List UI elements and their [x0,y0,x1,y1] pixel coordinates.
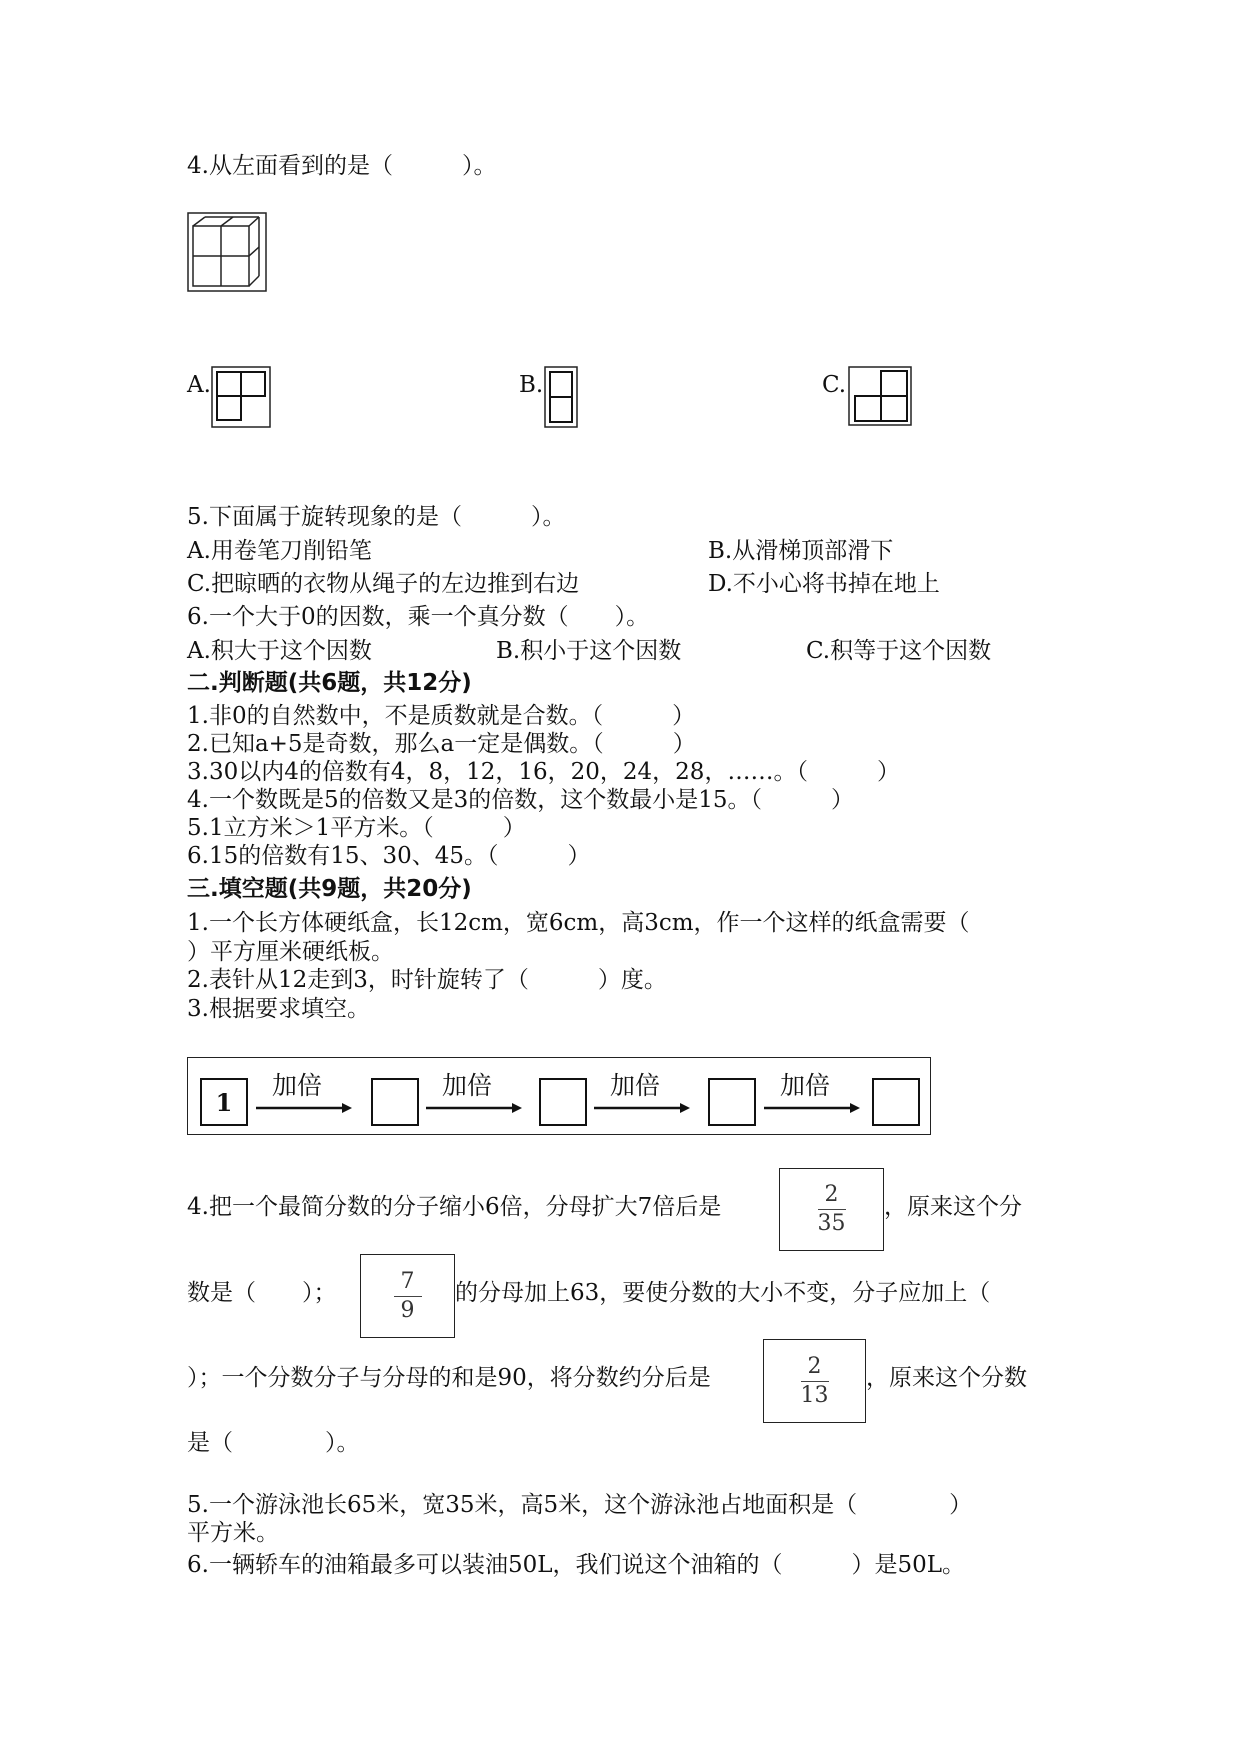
chain-step [426,1066,522,1116]
cube-figure [187,212,269,294]
doubling-chain [187,1057,931,1135]
judge-item: 5.1立方米＞1平方米。（ ） [187,815,526,841]
fraction-denominator: 35 [817,1211,846,1236]
fraction-bar [818,1209,846,1210]
arrow-right-icon [256,1102,352,1114]
fill-q5-line2: 平方米。 [187,1520,279,1546]
chain-op-label: 加倍 [272,1071,323,1100]
chain-start-value: 1 [215,1087,233,1117]
question-5-choice: 5.下面属于旋转现象的是（ ）。 [187,504,566,530]
section-judge-heading: 二.判断题(共6题，共12分) [187,670,472,696]
fill-q4-line1b: ，原来这个分 [884,1194,1022,1220]
chain-start-box [200,1078,248,1126]
fraction-7-9 [360,1254,455,1338]
q6-option-b: B.积小于这个因数 [496,638,682,664]
option-c-figure [848,366,914,428]
fill-q4-line2b: 的分母加上63，要使分数的大小不变，分子应加上（ [455,1280,991,1306]
fraction-bar [801,1381,829,1382]
option-a-figure [211,366,273,430]
fill-q6: 6.一辆轿车的油箱最多可以装油50L，我们说这个油箱的（ ）是50L。 [187,1552,966,1578]
fraction-denominator: 13 [800,1382,829,1408]
option-c-label: C. [822,372,847,398]
fill-q4-line3a: ）；一个分数分子与分母的和是90，将分数约分后是 [187,1365,711,1391]
fill-q4-line2a: 数是（ ）； [187,1280,337,1306]
judge-item: 1.非0的自然数中，不是质数就是合数。（ ） [187,703,696,729]
chain-op-label: 加倍 [780,1071,831,1100]
section-fill-heading: 三.填空题(共9题，共20分) [187,876,472,902]
fill-q4-line1: 4.把一个最简分数的分子缩小6倍，分母扩大7倍后是 [187,1194,722,1220]
fraction-2-35 [779,1168,884,1251]
arrow-right-icon [594,1102,690,1114]
q6-option-c: C.积等于这个因数 [806,638,992,664]
arrow-right-icon [764,1102,860,1114]
chain-op-label: 加倍 [610,1071,661,1100]
judge-item: 2.已知a+5是奇数，那么a一定是偶数。（ ） [187,731,696,757]
fraction-numerator: 2 [824,1182,839,1207]
judge-item: 4.一个数既是5的倍数又是3的倍数，这个数最小是15。（ ） [187,787,854,813]
q5-option-c: C.把晾晒的衣物从绳子的左边推到右边 [187,571,580,597]
fraction-2-13 [763,1339,866,1423]
arrow-right-icon [426,1102,522,1114]
fraction-bar [394,1296,422,1297]
chain-answer-box[interactable] [371,1078,419,1126]
fill-q3: 3.根据要求填空。 [187,996,370,1022]
option-b-label: B. [519,372,544,398]
q5-option-b: B.从滑梯顶部滑下 [708,538,894,564]
fill-q2: 2.表针从12走到3，时针旋转了（ ）度。 [187,967,667,993]
fill-q1-line2: ）平方厘米硬纸板。 [187,939,394,965]
fill-q1-line1: 1.一个长方体硬纸盒，长12cm，宽6cm，高3cm，作一个这样的纸盒需要（ [187,910,970,936]
q5-option-d: D.不小心将书掉在地上 [708,571,940,597]
fraction-denominator: 9 [400,1297,415,1323]
chain-answer-box[interactable] [872,1078,920,1126]
fill-q4-line4: 是（ ）。 [187,1430,360,1456]
judge-item: 6.15的倍数有15、30、45。（ ） [187,843,591,869]
q6-option-a: A.积大于这个因数 [187,638,372,664]
question-4-choice: 4.从左面看到的是（ ）。 [187,153,497,179]
chain-answer-box[interactable] [708,1078,756,1126]
question-6-choice: 6.一个大于0的因数，乘一个真分数（ ）。 [187,604,650,630]
fill-q4-line3b: ，原来这个分数 [866,1365,1027,1391]
judge-item: 3.30以内4的倍数有4，8，12，16，20，24，28，……。（ ） [187,759,900,785]
q5-option-a: A.用卷笔刀削铅笔 [187,538,372,564]
chain-step [764,1066,860,1116]
option-a-label: A. [187,372,211,398]
option-b-figure [544,366,580,430]
chain-op-label: 加倍 [442,1071,493,1100]
chain-answer-box[interactable] [539,1078,587,1126]
fraction-numerator: 7 [400,1268,415,1294]
chain-step [594,1066,690,1116]
fraction-numerator: 2 [807,1353,822,1379]
chain-step [256,1066,352,1116]
fill-q5-line1: 5.一个游泳池长65米，宽35米，高5米，这个游泳池占地面积是（ ） [187,1492,973,1518]
